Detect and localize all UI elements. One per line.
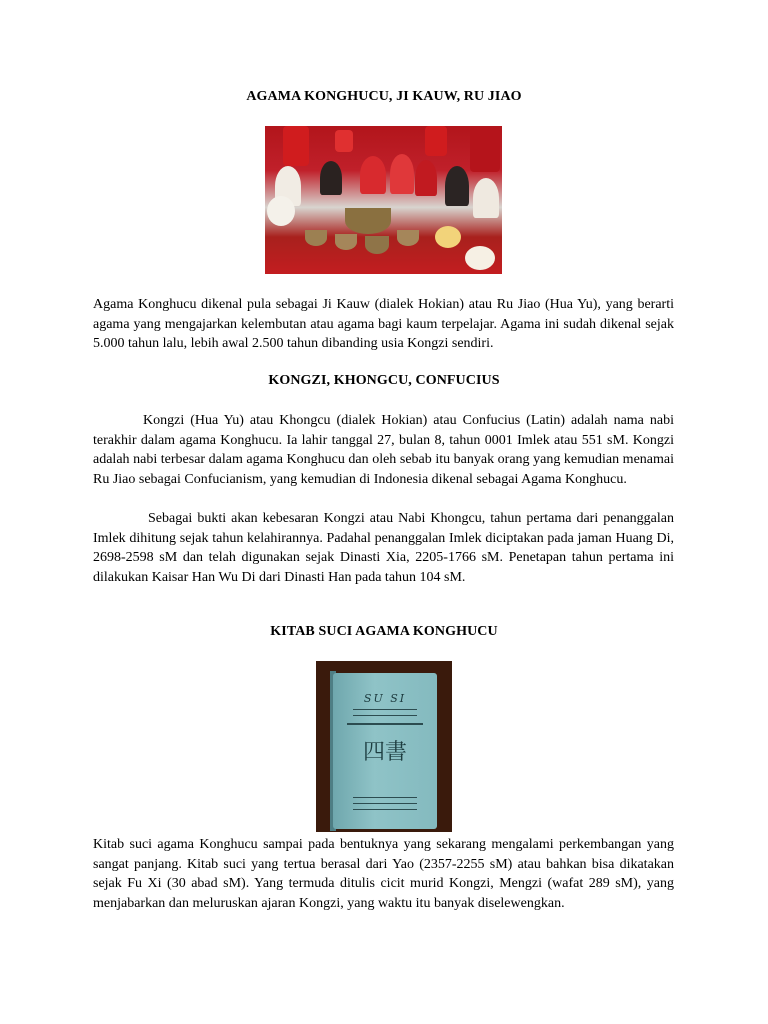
section-heading-kongzi: KONGZI, KHONGCU, CONFUCIUS: [268, 373, 500, 388]
temple-ceremony-photo: [265, 126, 502, 274]
su-si-book-photo: [316, 661, 452, 832]
book-cover-glyphs: 四書: [362, 740, 407, 765]
book-cover-title: SU SI: [363, 692, 407, 705]
section-heading-kitab: KITAB SUCI AGAMA KONGHUCU: [270, 624, 498, 639]
kongzi-paragraph-1: Kongzi (Hua Yu) atau Khongcu (dialek Hokian) atau Confucius (Latin) adalah nama nabi terakhir dalam agama Konghucu. Ia lahir tanggal 27, bulan 8, tahun 0001 Imlek atau 551 sM. Kongzi adalah nabi terbesar dalam agama Konghucu dan oleh sebab itu banyak orang yang kemudian menamai Ru Jiao sebagai Confucianism, yang kemudian di Indonesia dikenal sebagai Agama Konghucu.: [93, 413, 674, 487]
book-cover: [333, 673, 437, 829]
kongzi-paragraph-2: Sebagai bukti akan kebesaran Kongzi atau Nabi Khongcu, tahun pertama dari penanggalan Imlek dihitung sejak tahun kelahirannya. Padahal penanggalan Imlek diciptakan pada jaman Huang Di, 2698-2598 sM dan telah digunakan sejak Dinasti Xia, 2205-1766 sM. Penetapan tahun pertama ini dilakukan Kaisar Han Wu Di dari Dinasti Han pada tahun 104 sM.: [93, 511, 674, 585]
page-title: AGAMA KONGHUCU, JI KAUW, RU JIAO: [246, 89, 522, 104]
intro-paragraph: Agama Konghucu dikenal pula sebagai Ji Kauw (dialek Hokian) atau Ru Jiao (Hua Yu), yang berarti agama yang mengajarkan kelembutan atau agama bagi kaum terpelajar. Agama ini sudah dikenal sejak 5.000 tahun lalu, lebih awal 2.500 tahun dibanding usia Kongzi sendiri.: [93, 297, 674, 352]
kitab-paragraph: Kitab suci agama Konghucu sampai pada bentuknya yang sekarang mengalami perkembangan yang sangat panjang. Kitab suci yang tertua berasal dari Yao (2357-2255 sM) atau bahkan bisa dikatakan sejak Fu Xi (30 abad sM). Yang termuda ditulis cicit murid Kongzi, Mengzi (wafat 289 sM), yang menjabarkan dan meluruskan ajaran Kongzi, yang waktu itu banyak diselewengkan.: [93, 837, 674, 911]
